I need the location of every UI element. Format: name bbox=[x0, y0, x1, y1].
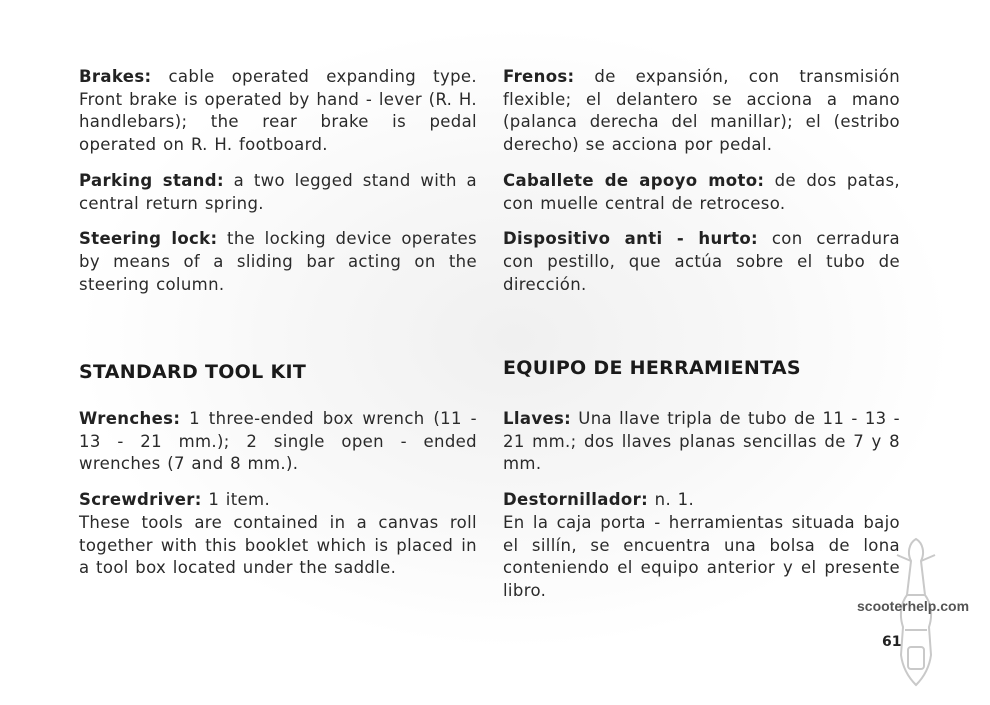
caballete-label: Caballete de apoyo moto: bbox=[503, 170, 765, 190]
page-number: 61 bbox=[882, 634, 902, 650]
screwdriver-paragraph bbox=[79, 489, 477, 512]
brakes-label: Brakes: bbox=[79, 67, 152, 86]
frenos-text: de expansión, con transmisión flexible; el delantero se acciona a mano (palanca derecha del manillar); el (estribo derecho) se acciona por pedal. bbox=[503, 67, 900, 155]
wrenches-text: 1 three-ended box wrench (11 - 13 - 21 mm.); 2 single open - ended wrenches (7 and 8 mm.). bbox=[79, 409, 477, 474]
wrenches-label: Wrenches: bbox=[79, 409, 181, 428]
parking-stand-text: a two legged stand with a central return spring. bbox=[79, 170, 477, 213]
watermark: scooterhelp.com bbox=[857, 598, 970, 614]
destornillador-label: Destornillador: bbox=[503, 490, 649, 510]
llaves-label: Llaves: bbox=[503, 409, 572, 428]
steering-lock-label: Steering lock: bbox=[79, 229, 218, 249]
steering-lock-text: the locking device operates by means of a sliding bar acting on the steering column. bbox=[79, 229, 477, 294]
tool-kit-heading: STANDARD TOOL KIT bbox=[79, 361, 307, 383]
spanish-column bbox=[503, 66, 900, 600]
dispositivo-label: Dispositivo anti - hurto: bbox=[503, 229, 758, 249]
frenos-paragraph bbox=[503, 66, 900, 157]
llaves-paragraph bbox=[503, 408, 900, 476]
llaves-text: Una llave tripla de tubo de 11 - 13 - 21 mm.; dos llaves planas sencillas de 7 y 8 mm. bbox=[503, 409, 900, 474]
screwdriver-text: 1 item. bbox=[201, 490, 271, 510]
frenos-label: Frenos: bbox=[503, 67, 575, 86]
english-column bbox=[79, 66, 477, 578]
tool-note-paragraph: These tools are contained in a canvas roll together with this booklet which is placed in a tool box located under the saddle. bbox=[79, 512, 477, 578]
dispositivo-paragraph bbox=[503, 228, 900, 296]
caballete-text: de dos patas, con muelle central de retroceso. bbox=[503, 170, 900, 213]
brakes-paragraph bbox=[79, 66, 477, 157]
bolsa-paragraph: En la caja porta - herramientas situada bajo el sillín, se encuentra una bolsa de lona conteniendo el equipo anterior y el presente libro. bbox=[503, 512, 900, 600]
brakes-text: cable operated expanding type. Front brake is operated by hand - lever (R. H. handlebars); the rear brake is pedal operated on R. H. footboard. bbox=[79, 67, 477, 155]
wrenches-paragraph bbox=[79, 408, 477, 476]
parking-stand-label: Parking stand: bbox=[79, 170, 224, 190]
equipo-heading: EQUIPO DE HERRAMIENTAS bbox=[503, 357, 801, 379]
equipo-section bbox=[503, 408, 900, 603]
destornillador-text: n. 1. bbox=[648, 490, 695, 510]
tool-kit-section bbox=[79, 408, 477, 580]
destornillador-paragraph bbox=[503, 489, 900, 512]
screwdriver-label: Screwdriver: bbox=[79, 490, 202, 510]
parking-stand-paragraph bbox=[79, 170, 477, 215]
steering-lock-paragraph bbox=[79, 228, 477, 296]
caballete-paragraph bbox=[503, 170, 900, 215]
dispositivo-text: con cerradura con pestillo, que actúa sobre el tubo de dirección. bbox=[503, 229, 900, 294]
